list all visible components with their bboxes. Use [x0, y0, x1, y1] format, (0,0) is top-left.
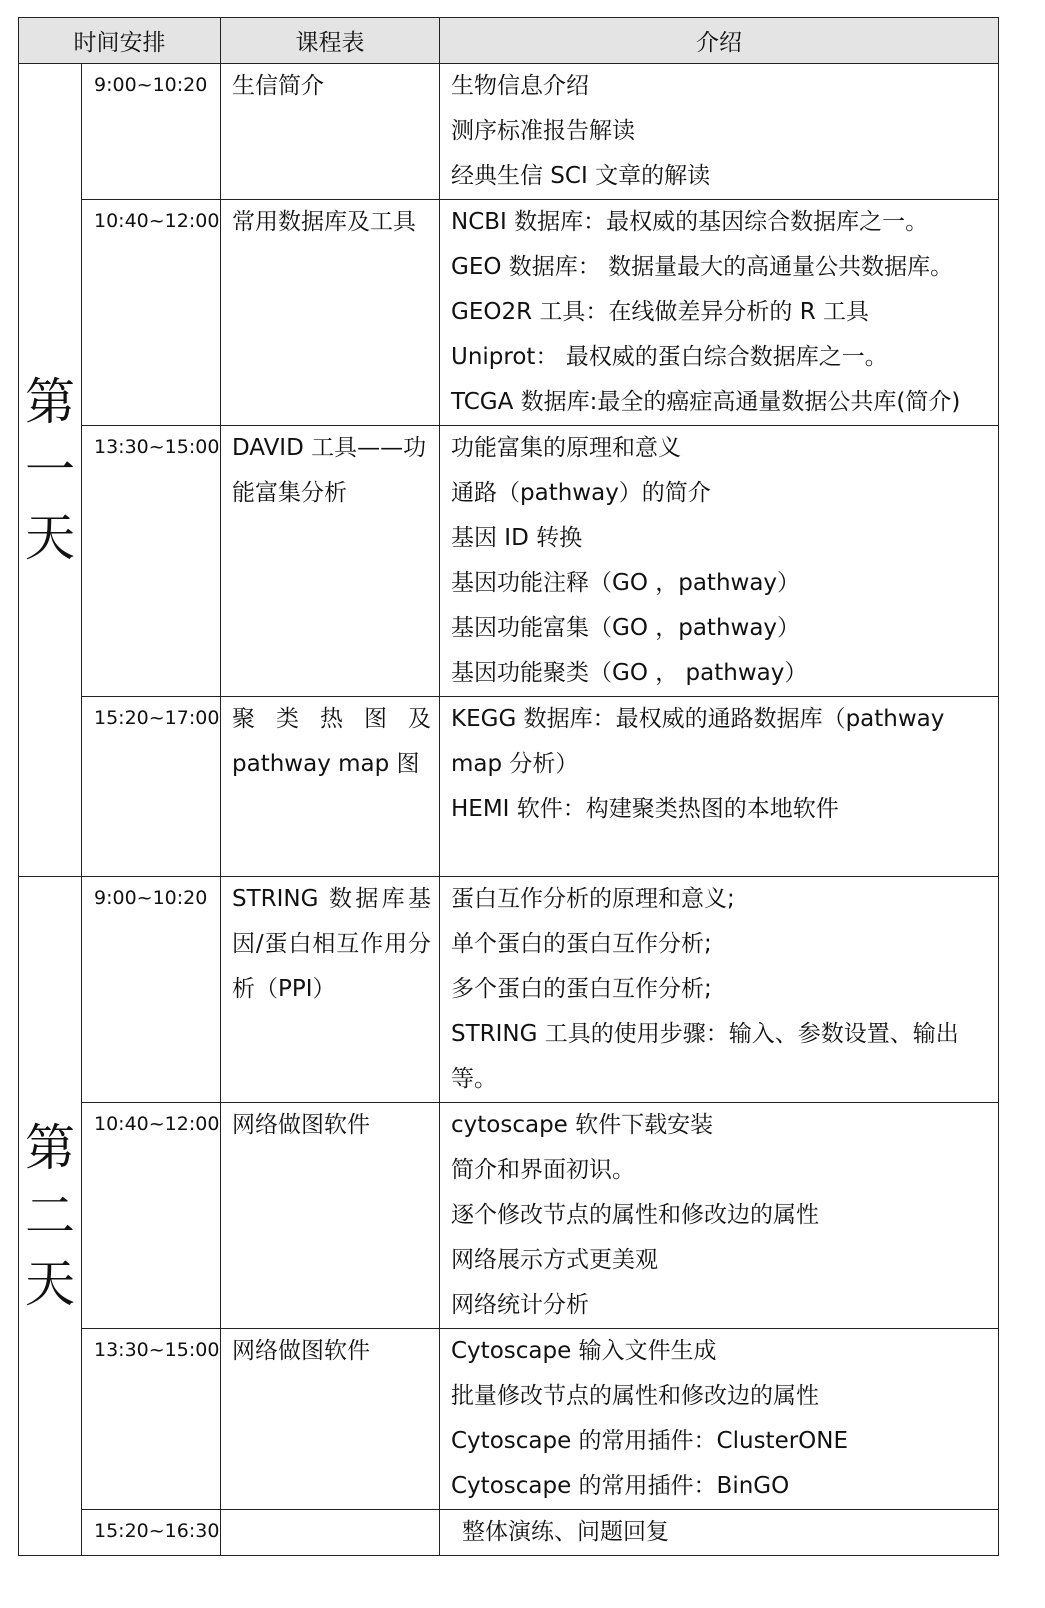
session-course: 生信简介	[221, 64, 440, 200]
header-course: 课程表	[221, 18, 440, 64]
session-course: 常用数据库及工具	[221, 200, 440, 426]
intro-line: TCGA 数据库:最全的癌症高通量数据公共库(简介)	[451, 389, 961, 415]
day-char: 第	[25, 373, 75, 431]
session-intro	[440, 1103, 999, 1329]
session-row	[19, 1510, 999, 1556]
intro-line: 批量修改节点的属性和修改边的属性	[451, 1383, 819, 1409]
session-row	[19, 1329, 999, 1510]
session-intro	[440, 877, 999, 1103]
session-time: 10:40~12:00	[82, 1103, 221, 1329]
day-label	[19, 64, 82, 877]
intro-line: 通路（pathway）的简介	[451, 480, 711, 506]
session-intro	[440, 1329, 999, 1510]
session-time: 10:40~12:00	[82, 200, 221, 426]
session-time: 13:30~15:00	[82, 1329, 221, 1510]
intro-line: 基因功能注释（GO ，pathway）	[451, 570, 801, 596]
intro-line: 简介和界面初识。	[451, 1157, 635, 1183]
session-row	[19, 64, 999, 200]
intro-line: STRING 工具的使用步骤：输入、参数设置、输出等。	[451, 1021, 959, 1092]
session-course: 网络做图软件	[221, 1329, 440, 1510]
session-course	[221, 1510, 440, 1556]
session-time: 9:00~10:20	[82, 64, 221, 200]
day-char: 二	[25, 1187, 75, 1245]
day-char: 一	[25, 441, 75, 499]
session-row	[19, 200, 999, 426]
intro-line: Cytoscape 输入文件生成	[451, 1338, 717, 1364]
intro-line: 测序标准报告解读	[451, 118, 635, 144]
intro-line: 网络统计分析	[451, 1292, 589, 1318]
session-row	[19, 426, 999, 697]
session-course: 聚 类 热 图 及 pathway map 图	[221, 697, 440, 877]
intro-line: 基因 ID 转换	[451, 525, 583, 551]
intro-line: GEO2R 工具：在线做差异分析的 R 工具	[451, 299, 869, 325]
header-row	[19, 18, 999, 64]
intro-line: 整体演练、问题回复	[462, 1519, 669, 1545]
intro-line: 网络展示方式更美观	[451, 1247, 658, 1273]
session-row	[19, 1103, 999, 1329]
session-time: 15:20~16:30	[82, 1510, 221, 1556]
intro-line: 单个蛋白的蛋白互作分析;	[451, 931, 712, 957]
day-char: 第	[25, 1119, 75, 1177]
session-course: 网络做图软件	[221, 1103, 440, 1329]
intro-line: 逐个修改节点的属性和修改边的属性	[451, 1202, 819, 1228]
intro-line: 基因功能聚类（GO ， pathway）	[451, 660, 808, 686]
intro-line: Cytoscape 的常用插件：BinGO	[451, 1473, 790, 1499]
session-course: STRING 数据库基因/蛋白相互作用分析（PPI）	[221, 877, 440, 1103]
session-row	[19, 697, 999, 877]
day-label	[19, 877, 82, 1556]
intro-line: Uniprot： 最权威的蛋白综合数据库之一。	[451, 344, 888, 370]
intro-line: KEGG 数据库：最权威的通路数据库（pathway map 分析）	[451, 706, 945, 777]
schedule-table	[18, 17, 999, 1556]
intro-line: Cytoscape 的常用插件：ClusterONE	[451, 1428, 849, 1454]
session-intro	[440, 64, 999, 200]
session-intro	[440, 697, 999, 877]
header-time: 时间安排	[19, 18, 221, 64]
session-time: 13:30~15:00	[82, 426, 221, 697]
day-char: 天	[25, 509, 75, 567]
intro-line: 基因功能富集（GO ，pathway）	[451, 615, 801, 641]
session-intro	[440, 200, 999, 426]
intro-line: 多个蛋白的蛋白互作分析;	[451, 976, 712, 1002]
intro-line: 生物信息介绍	[451, 73, 589, 99]
session-row	[19, 877, 999, 1103]
intro-line: 经典生信 SCI 文章的解读	[451, 163, 711, 189]
intro-line: cytoscape 软件下载安装	[451, 1112, 714, 1138]
intro-line: 功能富集的原理和意义	[451, 435, 681, 461]
session-course: DAVID 工具——功能富集分析	[221, 426, 440, 697]
header-intro: 介绍	[440, 18, 999, 64]
session-intro	[440, 1510, 999, 1556]
session-intro	[440, 426, 999, 697]
session-time: 15:20~17:00	[82, 697, 221, 877]
intro-line: NCBI 数据库：最权威的基因综合数据库之一。	[451, 209, 929, 235]
intro-line: HEMI 软件：构建聚类热图的本地软件	[451, 796, 839, 822]
intro-line: GEO 数据库： 数据量最大的高通量公共数据库。	[451, 254, 954, 280]
session-time: 9:00~10:20	[82, 877, 221, 1103]
intro-line: 蛋白互作分析的原理和意义;	[451, 886, 735, 912]
day-char: 天	[25, 1255, 75, 1313]
